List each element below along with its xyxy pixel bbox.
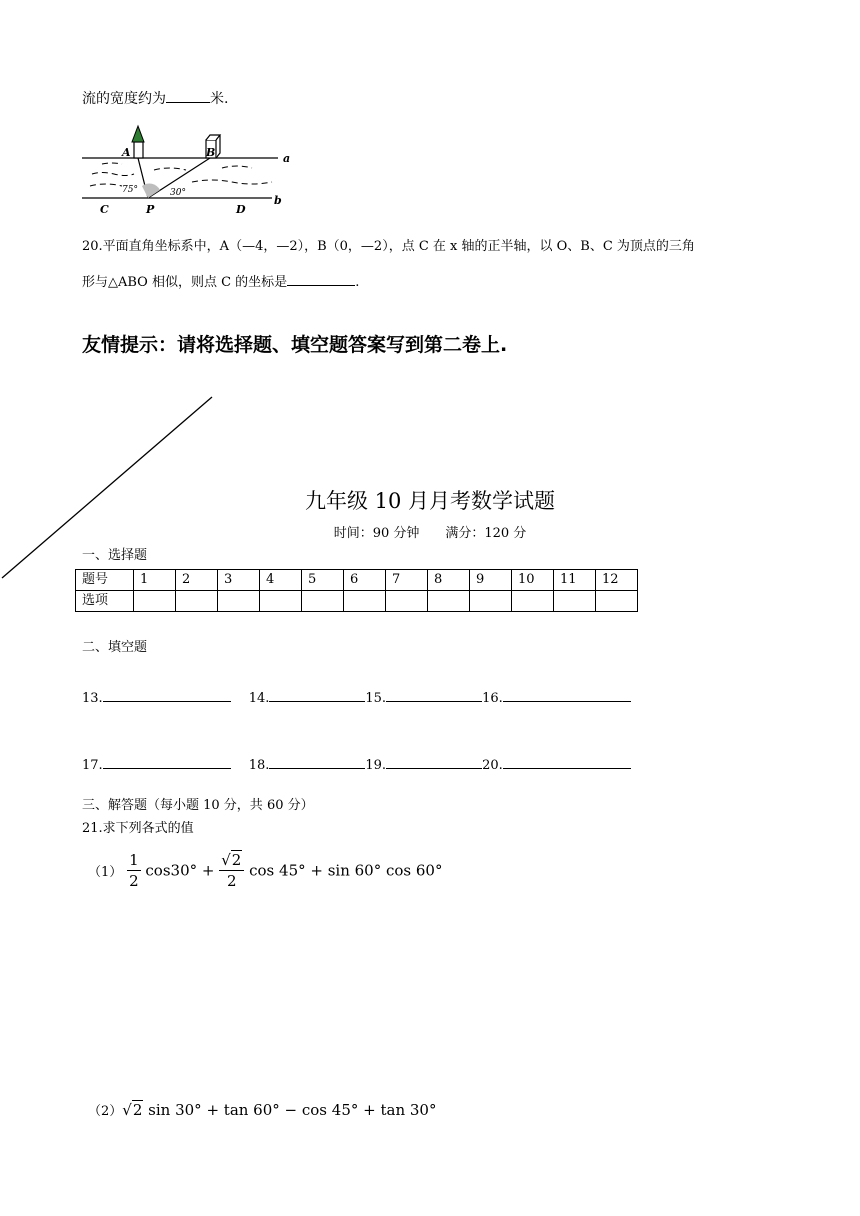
- label-c-point: C: [100, 203, 109, 216]
- fill-blank[interactable]: [503, 689, 631, 702]
- fill-blank[interactable]: [269, 756, 365, 769]
- q20-line2-text: 形与△ABO 相似，则点 C 的坐标是: [82, 275, 288, 290]
- radical-sign: √: [122, 1101, 132, 1119]
- wave-4: [90, 184, 122, 186]
- fill-blank[interactable]: [386, 689, 482, 702]
- grid-number: 1: [134, 570, 176, 591]
- part2-expression: sin 30° + tan 60° − cos 45° + tan 30°: [148, 1101, 437, 1119]
- fraction-sqrt2-over-2: $\frac{√2}{2}$: [219, 850, 244, 891]
- exam-meta: 时间：90 分钟 满分：120 分: [333, 526, 527, 541]
- q20-line1: 20.平面直角坐标系中，A（—4，—2），B（0，—2），点 C 在 x 轴的正半轴，以 O、B、C 为顶点的三角: [82, 239, 695, 254]
- grid-answer-cell[interactable]: [218, 591, 260, 612]
- grid-answer-cell[interactable]: [176, 591, 218, 612]
- label-p-point: P: [146, 203, 155, 216]
- angle-30-label: 30°: [170, 188, 186, 198]
- label-line-b: b: [274, 194, 282, 207]
- grid-label-number: 题号: [76, 570, 134, 591]
- grid-answer-cell[interactable]: [596, 591, 638, 612]
- fill-label: 20.: [482, 758, 503, 773]
- wave-5: [192, 180, 272, 184]
- grid-number: 11: [554, 570, 596, 591]
- fill-label: 13.: [82, 691, 103, 706]
- part1-label: （1）: [88, 865, 123, 880]
- grid-number: 2: [176, 570, 218, 591]
- grid-label-answer: 选项: [76, 591, 134, 612]
- q19-tail: [82, 90, 228, 108]
- fill-label: 18.: [248, 758, 270, 773]
- grid-answer-cell[interactable]: [428, 591, 470, 612]
- label-d-point: D: [236, 203, 246, 216]
- label-a-point: A: [122, 146, 131, 159]
- wave-6: [102, 163, 122, 164]
- fill-blank[interactable]: [103, 689, 231, 702]
- section1-heading: 一、选择题: [82, 548, 148, 563]
- answer-grid: [75, 569, 638, 612]
- grid-answer-cell[interactable]: [386, 591, 428, 612]
- grid-number: 4: [260, 570, 302, 591]
- label-line-a: a: [283, 152, 291, 165]
- angle-arc: [142, 183, 160, 198]
- fill-label: 16.: [482, 691, 503, 706]
- grid-answer-cell[interactable]: [470, 591, 512, 612]
- fill-label: 17.: [82, 758, 103, 773]
- part1-term2: cos 45° + sin 60° cos 60°: [249, 861, 443, 880]
- fill-blank[interactable]: [503, 756, 631, 769]
- exam-title: 九年级 10 月月考数学试题: [304, 489, 556, 513]
- tree-post: [134, 142, 143, 158]
- friendly-tip: 友情提示：请将选择题、填空题答案写到第二卷上.: [82, 334, 508, 356]
- grid-number: 8: [428, 570, 470, 591]
- part2-label: （2）: [88, 1104, 123, 1119]
- q21-part2: （2）√2 sin 30° + tan 60° − cos 45° + tan 30°: [88, 1101, 437, 1119]
- q20-blank: [287, 273, 355, 286]
- section3-heading: 三、解答题（每小题 10 分，共 60 分）: [82, 798, 314, 813]
- label-b-point: B: [206, 146, 216, 159]
- grid-answer-cell[interactable]: [344, 591, 386, 612]
- q20-period: .: [355, 275, 360, 290]
- q19-text: 流的宽度约为: [82, 91, 166, 107]
- grid-number: 7: [386, 570, 428, 591]
- grid-row-numbers: [76, 570, 638, 591]
- fill-blank[interactable]: [269, 689, 365, 702]
- section2-heading: 二、填空题: [82, 640, 148, 655]
- fill-blank[interactable]: [386, 756, 482, 769]
- grid-number: 3: [218, 570, 260, 591]
- grid-number: 10: [512, 570, 554, 591]
- fill-blank[interactable]: [103, 756, 231, 769]
- wave-1: [92, 173, 134, 176]
- fill-row-1: [82, 689, 631, 707]
- grid-answer-cell[interactable]: [134, 591, 176, 612]
- fill-label: 15.: [365, 691, 387, 706]
- q21-prompt: 21.求下列各式的值: [82, 821, 194, 836]
- grid-answer-cell[interactable]: [260, 591, 302, 612]
- grid-number: 6: [344, 570, 386, 591]
- fill-row-2: [82, 756, 631, 774]
- q19-blank: [166, 90, 210, 103]
- tree-top: [132, 126, 144, 142]
- grid-answer-cell[interactable]: [554, 591, 596, 612]
- grid-number: 9: [470, 570, 512, 591]
- q21-part1: [88, 850, 442, 891]
- grid-row-answers: [76, 591, 638, 612]
- fill-label: 19.: [365, 758, 387, 773]
- q20-line2: [82, 273, 359, 291]
- wave-3: [222, 166, 252, 168]
- fill-label: 14.: [248, 691, 270, 706]
- fraction-one-half: $\frac{1}{2}$: [129, 851, 139, 890]
- part1-term1: cos30° +: [145, 861, 215, 880]
- grid-number: 12: [596, 570, 638, 591]
- grid-number: 5: [302, 570, 344, 591]
- river-figure: [82, 124, 302, 216]
- wave-2: [154, 168, 186, 170]
- radical-sign: √: [221, 851, 231, 869]
- grid-answer-cell[interactable]: [302, 591, 344, 612]
- angle-75-label: 75°: [122, 185, 138, 195]
- grid-answer-cell[interactable]: [512, 591, 554, 612]
- q19-unit: 米.: [210, 91, 229, 107]
